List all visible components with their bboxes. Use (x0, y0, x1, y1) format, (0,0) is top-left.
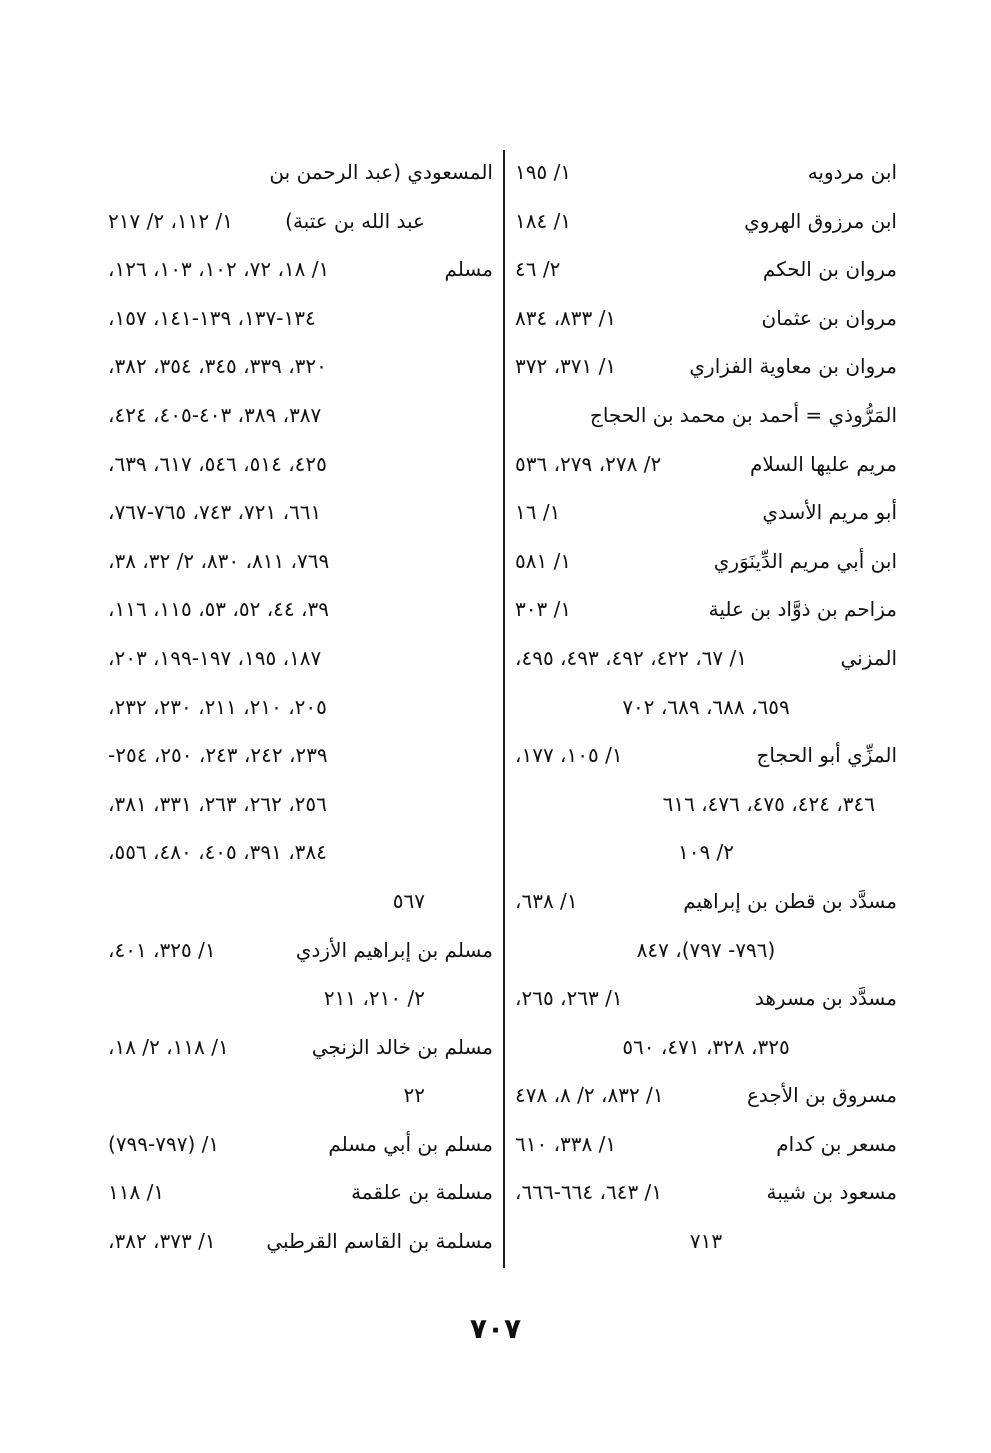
index-entry-continuation (108, 634, 493, 683)
index-entry-continuation (108, 731, 493, 780)
entry-name: ابن مرزوق الهروي (744, 208, 897, 233)
entry-name: مسلمة بن علقمة (351, 1180, 493, 1205)
index-entry-continuation (515, 780, 897, 829)
entry-name: مسعر بن كدام (776, 1131, 897, 1156)
index-entry-continuation (108, 391, 493, 440)
entry-ref: ١/ ٦٧، ٤٢٢، ٤٩٢، ٤٩٣، ٤٩٥، (515, 645, 747, 670)
index-entry (515, 537, 897, 586)
entry-name: مروان بن معاوية الفزاري (689, 354, 897, 379)
entry-name: المَرُّوذي = أحمد بن محمد بن الحجاج (589, 402, 897, 427)
entry-ref: ٢٥٦، ٢٦٢، ٢٦٣، ٣٣١، ٣٨١، (108, 791, 327, 816)
entry-name: المزني (840, 645, 897, 670)
index-entry-continuation (108, 1071, 493, 1120)
entry-name: ابن مردويه (807, 160, 897, 184)
index-entry (515, 1071, 897, 1120)
entry-ref: ٣٨٧، ٣٨٩، ٤٠٣-٤٠٥، ٤٢٤، (108, 402, 322, 427)
entry-name: مسلم بن إبراهيم الأزدي (295, 937, 493, 962)
entry-ref: ١٨٧، ١٩٥، ١٩٧-١٩٩، ٢٠٣، (108, 645, 322, 670)
entry-ref: (٧٩٦- ٧٩٧)، ٨٤٧ (636, 937, 776, 962)
index-entry (515, 974, 897, 1023)
index-entry (108, 926, 493, 975)
entry-name: ابن أبي مريم الدِّينَوَري (713, 548, 897, 573)
entry-ref: ٢٠٥، ٢١٠، ٢١١، ٢٣٠، ٢٣٢، (108, 694, 327, 719)
entry-name: مروان بن عثمان (761, 305, 897, 330)
entry-ref: ٦٥٩، ٦٨٨، ٦٨٩، ٧٠٢ (622, 694, 790, 719)
entry-ref: ١٣٤-١٣٧، ١٣٩-١٤١، ١٥٧، (108, 305, 316, 330)
index-entry-continuation (515, 1023, 897, 1072)
entry-ref: ٢/ ٢٧٨، ٢٧٩، ٥٣٦ (515, 451, 662, 476)
index-entry (108, 1168, 493, 1217)
entry-ref: ٢/ ١٠٩ (677, 840, 735, 865)
index-entry (108, 1120, 493, 1169)
index-entry-continuation (108, 440, 493, 489)
entry-name: مسدَّد بن قطن بن إبراهيم (683, 888, 897, 913)
entry-ref: ٣٢٥، ٣٢٨، ٤٧١، ٥٦٠ (622, 1034, 790, 1059)
entry-ref: ١/ ٨٣٣، ٨٣٤ (515, 305, 617, 330)
entry-ref: ١/ ١١٨ (108, 1180, 165, 1205)
index-entry-continuation (108, 877, 493, 926)
entry-name: عبد الله بن عتبة) (285, 208, 425, 233)
index-entry (515, 342, 897, 391)
entry-ref: ١/ ٣٢٥، ٤٠١، (108, 937, 216, 962)
index-entry (108, 1023, 493, 1072)
entry-ref: ١/ (٧٩٧-٧٩٩) (108, 1131, 220, 1156)
entry-name: المزِّي أبو الحجاج (756, 743, 897, 768)
entry-ref: ٣٤٦، ٤٢٤، ٤٧٥، ٤٧٦، ٦١٦ (662, 791, 875, 816)
entry-ref: ١/ ١١٢، ٢/ ٢١٧ (108, 208, 233, 233)
entry-ref: ٢/ ٢١٠، ٢١١ (323, 986, 425, 1011)
entry-ref: ١/ ١٩٥ (515, 160, 572, 184)
index-entry (108, 197, 493, 246)
index-entry (515, 197, 897, 246)
index-entry (108, 148, 493, 197)
entry-ref: ١/ ٢٦٣، ٢٦٥، (515, 986, 623, 1011)
index-entry (515, 148, 897, 197)
entry-ref: ١/ ١٨، ٧٢، ١٠٢، ١٠٣، ١٢٦، (108, 257, 330, 282)
index-entry (108, 1217, 493, 1266)
entry-name: مسروق بن الأجدع (746, 1083, 897, 1108)
entry-name: مسلمة بن القاسم القرطبي (266, 1229, 493, 1254)
index-entry-continuation (515, 683, 897, 732)
entry-name: مريم عليها السلام (749, 451, 897, 476)
index-entry-continuation (108, 488, 493, 537)
entry-ref: ١/ ٣٧٣، ٣٨٢، (108, 1229, 216, 1254)
index-entry (515, 731, 897, 780)
page-number: ٧٠٧ (469, 1312, 522, 1345)
entry-name: مسدَّد بن مسرهد (754, 986, 897, 1011)
entry-name: مسعود بن شيبة (766, 1180, 897, 1205)
entry-name: المسعودي (عبد الرحمن بن (269, 160, 493, 184)
entry-ref: ٦٦١، ٧٢١، ٧٤٣، ٧٦٥-٧٦٧، (108, 500, 322, 525)
index-entry-continuation (108, 585, 493, 634)
entry-ref: ٤٢٥، ٥١٤، ٥٤٦، ٦١٧، ٦٣٩، (108, 451, 327, 476)
entry-ref: ١/ ١١٨، ٢/ ١٨، (108, 1034, 229, 1059)
entry-ref: ١/ ١٦ (515, 500, 561, 525)
index-entry (515, 1168, 897, 1217)
entry-ref: ٣٩، ٤٤، ٥٢، ٥٣، ١١٥، ١١٦، (108, 597, 329, 622)
entry-ref: ١/ ٣٠٣ (515, 597, 572, 622)
entry-name: مروان بن الحكم (762, 257, 897, 282)
index-entry-continuation (108, 828, 493, 877)
left-column (108, 148, 493, 1266)
entry-ref: ٧١٣ (689, 1229, 723, 1254)
index-entry-continuation (108, 683, 493, 732)
index-entry (515, 440, 897, 489)
entry-name: مسلم بن أبي مسلم (328, 1131, 493, 1156)
column-divider (503, 150, 505, 1268)
index-entry (515, 488, 897, 537)
index-entry-continuation (515, 828, 897, 877)
entry-name: مسلم (444, 257, 493, 282)
entry-name: مزاحم بن ذوَّاد بن علية (708, 597, 897, 622)
index-entry (515, 634, 897, 683)
index-entry (515, 1120, 897, 1169)
index-entry-continuation (515, 1217, 897, 1266)
entry-ref: ١/ ٨٣٢، ٢/ ٨، ٤٧٨ (515, 1083, 664, 1108)
index-entry (515, 391, 897, 440)
index-entry-continuation (108, 342, 493, 391)
index-entry (108, 245, 493, 294)
entry-ref: ١/ ١٠٥، ١٧٧، (515, 743, 623, 768)
index-entry (515, 877, 897, 926)
index-entry (515, 294, 897, 343)
index-entry (515, 585, 897, 634)
entry-ref: ١/ ٥٨١ (515, 548, 572, 573)
entry-ref: ٣٢٠، ٣٣٩، ٣٤٥، ٣٥٤، ٣٨٢، (108, 354, 327, 379)
index-entry-continuation (108, 974, 493, 1023)
entry-ref: ١/ ٣٣٨، ٦١٠ (515, 1131, 617, 1156)
index-entry-continuation (108, 294, 493, 343)
index-entry-continuation (108, 780, 493, 829)
entry-name: مسلم بن خالد الزنجي (311, 1034, 493, 1059)
entry-ref: ٢٢ (403, 1083, 425, 1108)
entry-ref: ٢/ ٤٦ (515, 257, 561, 282)
entry-ref: ١/ ١٨٤ (515, 208, 572, 233)
entry-ref: ٣٨٤، ٣٩١، ٤٠٥، ٤٨٠، ٥٥٦، (108, 840, 327, 865)
entry-ref: ١/ ٦٤٣، ٦٦٤-٦٦٦، (515, 1180, 663, 1205)
entry-name: أبو مريم الأسدي (762, 500, 897, 525)
right-column (515, 148, 897, 1266)
entry-ref: ٥٦٧ (392, 888, 425, 913)
entry-ref: ١/ ٣٧١، ٣٧٢ (515, 354, 617, 379)
entry-ref: ١/ ٦٣٨، (515, 888, 578, 913)
entry-ref: ٢٣٩، ٢٤٢، ٢٤٣، ٢٥٠، ٢٥٤- (108, 743, 328, 768)
index-entry (515, 245, 897, 294)
index-entry-continuation (515, 926, 897, 975)
entry-ref: ٧٦٩، ٨١١، ٨٣٠، ٢/ ٣٢، ٣٨، (108, 548, 330, 573)
index-entry-continuation (108, 537, 493, 586)
